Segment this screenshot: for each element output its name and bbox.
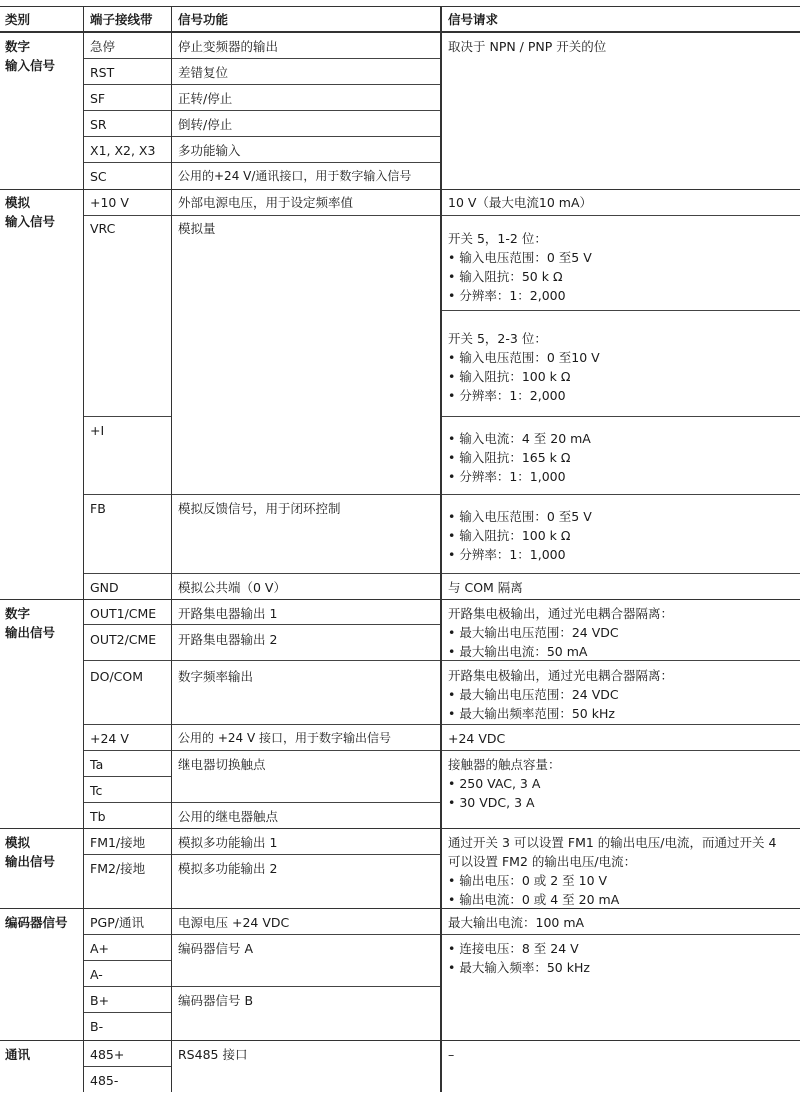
header-terminal: 端子接线带: [90, 12, 153, 27]
requirement-line: • 输入电压范围：0 至5 V: [448, 509, 592, 524]
rule-row: [442, 310, 800, 311]
terminal-out1: OUT1/CME: [90, 606, 157, 621]
rule-row: [84, 1012, 172, 1013]
function-fm1: 模拟多功能输出 1: [178, 835, 278, 850]
function-vrc: 模拟量: [178, 221, 216, 236]
terminal-fb: FB: [90, 501, 106, 516]
function-rs485: RS485 接口: [178, 1047, 248, 1062]
requirement-line: • 输出电压：0 或 2 至 10 V: [448, 873, 608, 888]
rule-comm: [0, 1040, 800, 1041]
requirement-digital: [448, 37, 606, 56]
rule-row: [84, 986, 440, 987]
terminal-b-minus: B-: [90, 1019, 104, 1034]
function-out2: 开路集电器输出 2: [178, 632, 278, 647]
rule-row: [84, 934, 800, 935]
requirement-vrc-12: [448, 229, 592, 305]
requirement-line: 开关 5，2-3 位：: [448, 331, 547, 346]
function-fb: 模拟反馈信号，用于闭环控制: [178, 501, 341, 516]
terminal-sr: SR: [90, 117, 107, 132]
requirement-line: +24 VDC: [448, 731, 506, 746]
requirement-gnd: [448, 578, 523, 597]
rule-row: [84, 776, 172, 777]
category-digital-input-1: 数字: [5, 39, 31, 54]
terminal-a-minus: A-: [90, 967, 103, 982]
category-analog-output-2: 输出信号: [5, 854, 56, 869]
requirement-line: • 30 VDC, 3 A: [448, 795, 535, 810]
terminal-485-minus: 485-: [90, 1073, 119, 1088]
rule-row: [84, 162, 440, 163]
category-digital-output-2: 输出信号: [5, 625, 56, 640]
requirement-line: • 最大输出电流：50 mA: [448, 644, 588, 659]
requirement-line: • 最大输出电压范围：24 VDC: [448, 625, 619, 640]
requirement-line: • 输入电流：4 至 20 mA: [448, 431, 591, 446]
requirement-line: 开关 5，1-2 位：: [448, 231, 547, 246]
function-fm2: 模拟多功能输出 2: [178, 861, 278, 876]
category-digital-output-1: 数字: [5, 606, 31, 621]
rule-col-1: [83, 6, 84, 1092]
requirement-line: • 连接电压：8 至 24 V: [448, 941, 579, 956]
rule-row: [84, 416, 172, 417]
function-x123: 多功能输入: [178, 143, 241, 158]
requirement-line: 接触器的触点容量：: [448, 757, 561, 772]
terminal-485-plus: 485+: [90, 1047, 125, 1062]
function-sr: 倒转/停止: [178, 117, 233, 132]
function-sf: 正转/停止: [178, 91, 233, 106]
requirement-pgp: [448, 913, 584, 932]
rule-row: [84, 136, 440, 137]
function-encoder-a: 编码器信号 A: [178, 941, 254, 956]
requirement-line: • 输入阻抗：165 k Ω: [448, 450, 571, 465]
requirement-line: • 输入阻抗：50 k Ω: [448, 269, 563, 284]
function-encoder-b: 编码器信号 B: [178, 993, 254, 1008]
terminal-vrc: VRC: [90, 221, 116, 236]
requirement-line: 最大输出电流：100 mA: [448, 915, 585, 930]
terminal-b-plus: B+: [90, 993, 110, 1008]
rule-row: [84, 1066, 172, 1067]
rule-row: [84, 750, 800, 751]
category-comm: 通讯: [5, 1047, 31, 1062]
requirement-line: 可以设置 FM2 的输出电压/电流：: [448, 854, 637, 869]
rule-row: [84, 724, 800, 725]
requirement-do: [448, 666, 673, 723]
header-category: 类别: [5, 12, 31, 27]
requirement-line: • 输入阻抗：100 k Ω: [448, 528, 571, 543]
function-v24: 公用的 +24 V 接口，用于数字输出信号: [178, 731, 391, 745]
rule-row: [84, 215, 800, 216]
function-estop: 停止变频器的输出: [178, 39, 279, 54]
terminal-tb: Tb: [90, 809, 106, 824]
category-analog-input-1: 模拟: [5, 195, 31, 210]
function-relay: 继电器切换触点: [178, 757, 266, 772]
category-analog-output-1: 模拟: [5, 835, 31, 850]
terminal-estop: 急停: [90, 39, 116, 54]
terminal-rst: RST: [90, 65, 115, 80]
requirement-v10: [448, 193, 592, 212]
requirement-line: 与 COM 隔离: [448, 580, 523, 595]
terminal-x123: X1, X2, X3: [90, 143, 156, 158]
requirement-line: • 输入阻抗：100 k Ω: [448, 369, 571, 384]
rule-analog-out: [0, 828, 800, 829]
terminal-do: DO/COM: [90, 669, 144, 684]
rule-row: [84, 660, 800, 661]
requirement-comm: [448, 1045, 454, 1064]
category-analog-input-2: 输入信号: [5, 214, 56, 229]
rule-row: [84, 960, 172, 961]
terminal-out2: OUT2/CME: [90, 632, 157, 647]
requirement-plus-i: [448, 429, 591, 486]
requirement-fm: [448, 833, 776, 909]
rule-row: [84, 624, 440, 625]
terminal-a-plus: A+: [90, 941, 110, 956]
function-rst: 差错复位: [178, 65, 229, 80]
function-v10: 外部电源电压，用于设定频率值: [178, 195, 354, 210]
category-encoder: 编码器信号: [5, 915, 68, 930]
requirement-line: • 分辨率：1：2,000: [448, 388, 566, 403]
rule-col-3: [440, 6, 442, 1092]
rule-row: [84, 802, 440, 803]
terminal-tc: Tc: [90, 783, 103, 798]
requirement-line: 通过开关 3 可以设置 FM1 的输出电压/电流，而通过开关 4: [448, 835, 777, 850]
rule-top: [0, 6, 800, 7]
terminal-v24: +24 V: [90, 731, 129, 746]
terminal-fm1: FM1/接地: [90, 835, 146, 850]
function-out1: 开路集电器输出 1: [178, 606, 278, 621]
terminal-fm2: FM2/接地: [90, 861, 146, 876]
rule-row: [442, 416, 800, 417]
requirement-line: • 最大输入频率：50 kHz: [448, 960, 590, 975]
terminal-pgp: PGP/通讯: [90, 915, 144, 930]
requirement-line: 开路集电极输出，通过光电耦合器隔离：: [448, 606, 674, 621]
requirement-line: • 输入电压范围：0 至5 V: [448, 250, 592, 265]
terminal-sc: SC: [90, 169, 107, 184]
requirement-line: • 输出电流：0 或 4 至 20 mA: [448, 892, 620, 907]
requirement-line: • 分辨率：1：2,000: [448, 288, 566, 303]
requirement-line: 10 V（最大电流10 mA）: [448, 195, 593, 210]
requirement-v24: [448, 729, 505, 748]
rule-header: [0, 31, 800, 33]
header-function: 信号功能: [178, 12, 229, 27]
function-tb: 公用的继电器触点: [178, 809, 279, 824]
requirement-line: –: [448, 1047, 455, 1062]
requirement-line: • 250 VAC, 3 A: [448, 776, 541, 791]
requirement-fb: [448, 507, 592, 564]
requirement-line: • 最大输出电压范围：24 VDC: [448, 687, 619, 702]
header-requirement: 信号请求: [448, 12, 499, 27]
terminal-gnd: GND: [90, 580, 119, 595]
terminal-sf: SF: [90, 91, 106, 106]
rule-row: [84, 854, 440, 855]
requirement-line: • 分辨率：1：1,000: [448, 469, 566, 484]
terminal-plus-i: +I: [90, 423, 105, 438]
function-gnd: 模拟公共端（0 V）: [178, 580, 286, 595]
rule-row: [84, 84, 440, 85]
terminal-v10: +10 V: [90, 195, 129, 210]
requirement-line: • 分辨率：1：1,000: [448, 547, 566, 562]
rule-row: [84, 58, 440, 59]
function-sc: 公用的+24 V/通讯接口，用于数字输入信号: [178, 169, 412, 183]
requirement-line: • 最大输出频率范围：50 kHz: [448, 706, 615, 721]
rule-row: [84, 573, 800, 574]
rule-row: [84, 110, 440, 111]
rule-row: [84, 494, 800, 495]
requirement-vrc-23: [448, 329, 600, 405]
rule-digital-out: [0, 599, 800, 600]
requirement-out: [448, 604, 673, 661]
terminal-ta: Ta: [90, 757, 104, 772]
function-pgp: 电源电压 +24 VDC: [178, 915, 290, 930]
requirement-encoder: [448, 939, 590, 977]
rule-analog-in: [0, 189, 800, 190]
requirement-line: • 输入电压范围：0 至10 V: [448, 350, 600, 365]
category-digital-input-2: 输入信号: [5, 58, 56, 73]
requirement-relay: [448, 755, 561, 812]
requirement-line: 开路集电极输出，通过光电耦合器隔离：: [448, 668, 674, 683]
rule-col-2: [171, 6, 172, 1092]
function-do: 数字频率输出: [178, 669, 254, 684]
requirement-line: 取决于 NPN / PNP 开关的位: [448, 39, 607, 54]
